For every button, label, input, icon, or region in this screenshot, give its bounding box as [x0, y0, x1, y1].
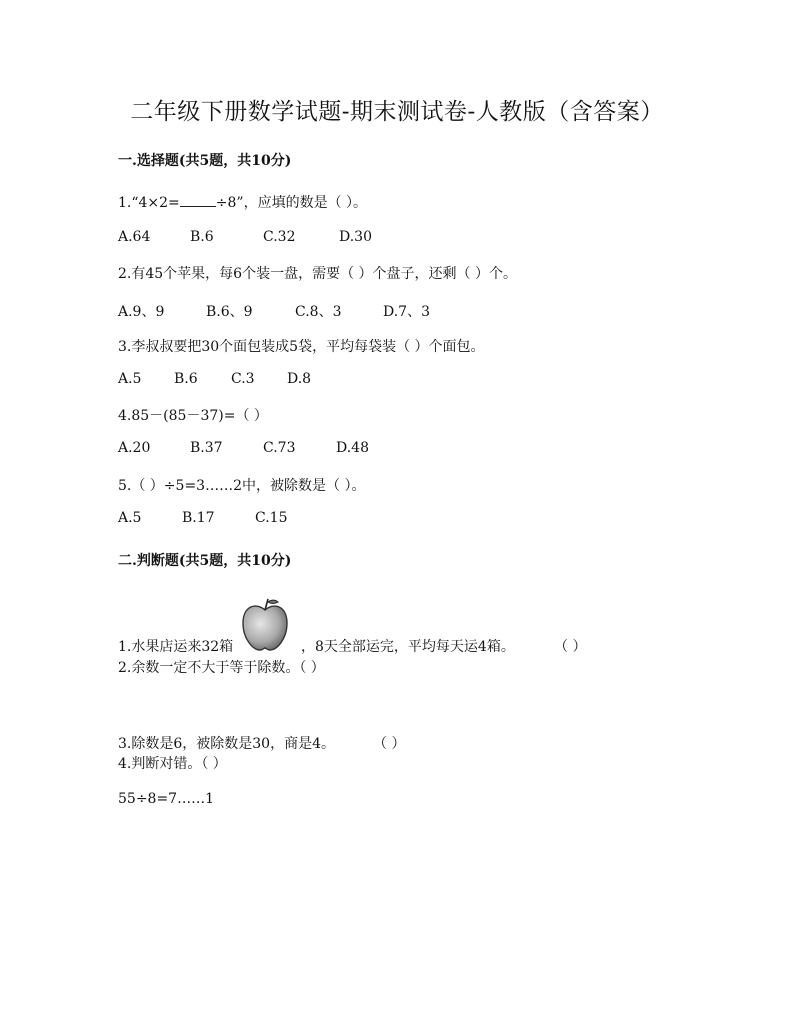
- answer-blank[interactable]: [180, 194, 216, 207]
- question-1: [118, 192, 367, 212]
- judgment-4-expression: 55÷8=7……1: [118, 791, 214, 807]
- judgment-1-rest: [301, 636, 515, 656]
- option-c[interactable]: C.15: [255, 510, 288, 526]
- question-1-options: [118, 229, 372, 245]
- question-3: 3.李叔叔要把30个面包装成5袋，平均每袋装（ ）个面包。: [118, 339, 485, 355]
- question-2-options: [118, 301, 430, 321]
- section-heading-judgment: 二.判断题(共5题，共10分): [118, 553, 292, 569]
- option-d[interactable]: D.48: [336, 440, 369, 456]
- option-c[interactable]: C.8、3: [295, 304, 342, 320]
- judgment-2: 2.余数一定不大于等于除数。（ ）: [118, 660, 325, 676]
- option-d[interactable]: D.30: [339, 229, 372, 245]
- option-b[interactable]: B.17: [182, 510, 215, 526]
- option-a[interactable]: A.20: [118, 440, 151, 456]
- question-2: 2.有45个苹果，每6个装一盘，需要（ ）个盘子，还剩（ ）个。: [118, 266, 517, 282]
- judgment-3: 3.除数是6，被除数是30，商是4。: [118, 736, 335, 752]
- option-d[interactable]: D.8: [287, 371, 312, 387]
- judgment-1: [118, 636, 233, 656]
- judgment-1-answer[interactable]: （ ）: [554, 639, 587, 655]
- section-heading-choice: 一.选择题(共5题，共10分): [118, 153, 292, 169]
- option-c[interactable]: C.73: [263, 440, 296, 456]
- option-d[interactable]: D.7、3: [383, 304, 430, 320]
- option-b[interactable]: B.37: [190, 440, 223, 456]
- question-1-text-before: 1.“4×2=: [118, 195, 180, 211]
- option-a[interactable]: A.5: [118, 371, 142, 387]
- option-b[interactable]: B.6: [174, 371, 198, 387]
- question-1-text-after: ÷8”，应填的数是（ ）。: [215, 195, 368, 211]
- judgment-3-answer[interactable]: （ ）: [373, 736, 406, 752]
- question-3-options: [118, 371, 311, 387]
- option-a[interactable]: A.5: [118, 510, 142, 526]
- option-c[interactable]: C.32: [263, 229, 296, 245]
- apple-icon: [240, 596, 290, 652]
- option-b[interactable]: B.6、9: [206, 304, 253, 320]
- question-5-options: [118, 510, 287, 526]
- judgment-1-text-before: 1.水果店运来32箱: [118, 639, 234, 655]
- option-a[interactable]: A.9、9: [118, 304, 165, 320]
- page-title: 二年级下册数学试题-期末测试卷-人教版（含答案）: [130, 99, 664, 125]
- judgment-4: 4.判断对错。（ ）: [118, 756, 227, 772]
- question-4-options: [118, 440, 369, 456]
- option-c[interactable]: C.3: [231, 371, 255, 387]
- option-b[interactable]: B.6: [190, 229, 214, 245]
- question-5: 5.（ ）÷5=3……2中，被除数是（ ）。: [118, 478, 366, 494]
- question-4: 4.85－(85－37)=（ ）: [118, 408, 268, 424]
- option-a[interactable]: A.64: [118, 229, 151, 245]
- judgment-1-text-after: ，8天全部运完，平均每天运4箱。: [301, 639, 515, 655]
